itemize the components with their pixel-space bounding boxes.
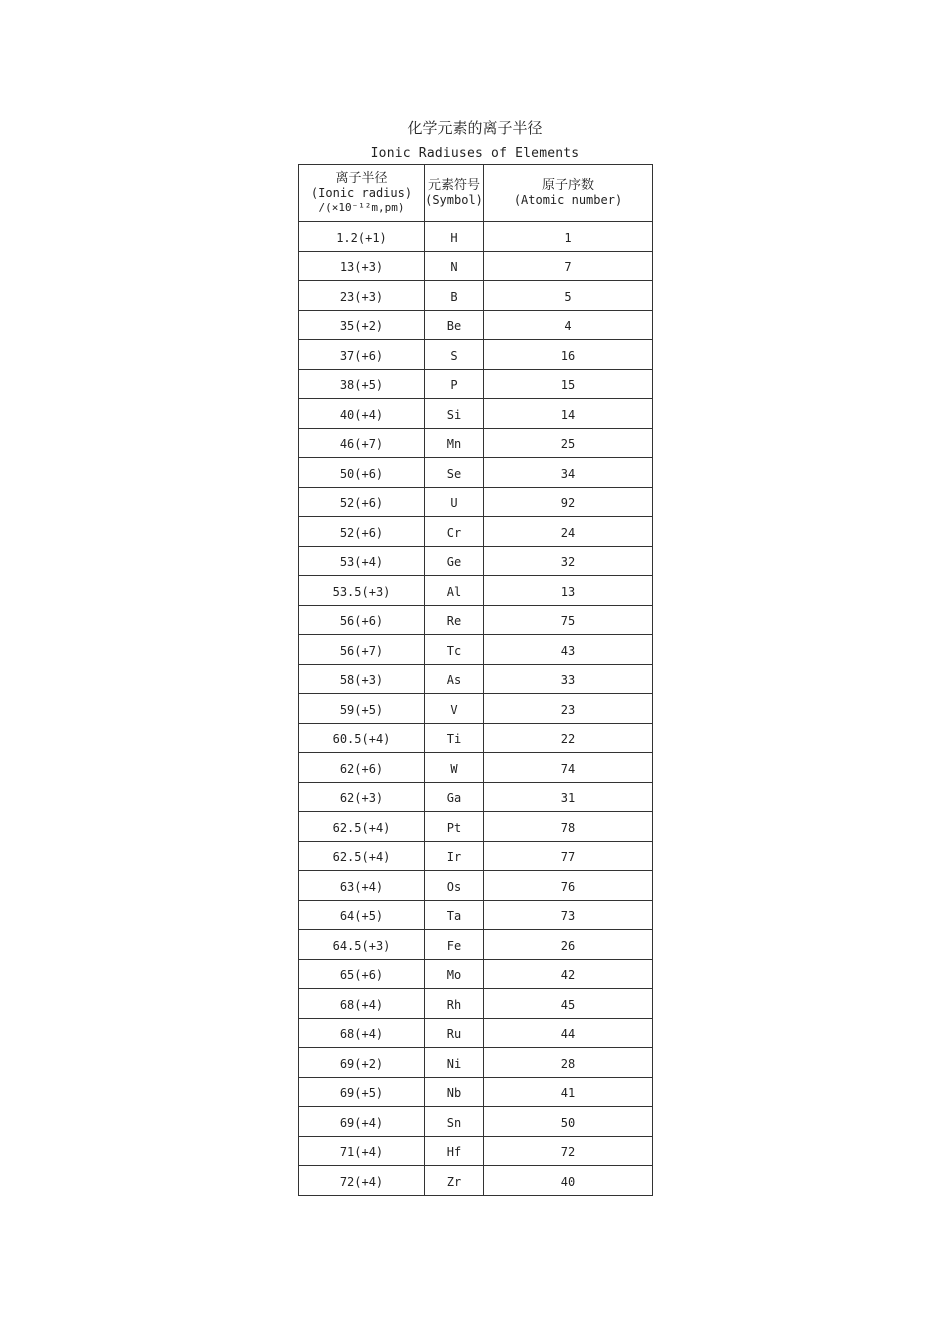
cell-atomic-number: 42 [484, 959, 653, 989]
table-row [299, 340, 653, 370]
cell-symbol: Rh [425, 989, 484, 1019]
cell-atomic-number: 43 [484, 635, 653, 665]
table-row [299, 753, 653, 783]
cell-ionic-radius: 69(+5) [299, 1077, 425, 1107]
table-body [299, 222, 653, 1196]
cell-atomic-number: 92 [484, 487, 653, 517]
cell-ionic-radius: 13(+3) [299, 251, 425, 281]
header-radius-en: (Ionic radius) [310, 186, 413, 200]
cell-ionic-radius: 53.5(+3) [299, 576, 425, 606]
cell-ionic-radius: 52(+6) [299, 517, 425, 547]
cell-atomic-number: 76 [484, 871, 653, 901]
cell-atomic-number: 22 [484, 723, 653, 753]
cell-ionic-radius: 60.5(+4) [299, 723, 425, 753]
table-row [299, 841, 653, 871]
table-row [299, 399, 653, 429]
header-symbol-en: (Symbol) [425, 193, 483, 207]
cell-atomic-number: 33 [484, 664, 653, 694]
table-row [299, 428, 653, 458]
table-row [299, 989, 653, 1019]
cell-atomic-number: 73 [484, 900, 653, 930]
cell-ionic-radius: 62(+3) [299, 782, 425, 812]
cell-ionic-radius: 64.5(+3) [299, 930, 425, 960]
table-row [299, 782, 653, 812]
cell-atomic-number: 15 [484, 369, 653, 399]
cell-ionic-radius: 68(+4) [299, 1018, 425, 1048]
cell-symbol: N [425, 251, 484, 281]
table-row [299, 694, 653, 724]
cell-symbol: W [425, 753, 484, 783]
cell-atomic-number: 78 [484, 812, 653, 842]
table-row [299, 723, 653, 753]
cell-ionic-radius: 59(+5) [299, 694, 425, 724]
table-row [299, 281, 653, 311]
cell-ionic-radius: 71(+4) [299, 1136, 425, 1166]
table-row [299, 458, 653, 488]
cell-ionic-radius: 62(+6) [299, 753, 425, 783]
header-atomic-number [484, 165, 653, 222]
cell-atomic-number: 4 [484, 310, 653, 340]
cell-symbol: Ga [425, 782, 484, 812]
cell-symbol: Ir [425, 841, 484, 871]
cell-atomic-number: 23 [484, 694, 653, 724]
table-row [299, 576, 653, 606]
cell-symbol: Si [425, 399, 484, 429]
table-header [299, 165, 653, 222]
table-row [299, 959, 653, 989]
header-number-cn: 原子序数 [541, 178, 594, 193]
cell-symbol: As [425, 664, 484, 694]
cell-ionic-radius: 62.5(+4) [299, 812, 425, 842]
cell-symbol: Pt [425, 812, 484, 842]
header-symbol [425, 165, 484, 222]
cell-atomic-number: 16 [484, 340, 653, 370]
header-radius-cn: 离子半径 [335, 171, 388, 186]
table-row [299, 222, 653, 252]
cell-ionic-radius: 56(+6) [299, 605, 425, 635]
cell-atomic-number: 25 [484, 428, 653, 458]
cell-atomic-number: 44 [484, 1018, 653, 1048]
cell-atomic-number: 77 [484, 841, 653, 871]
cell-ionic-radius: 53(+4) [299, 546, 425, 576]
cell-atomic-number: 72 [484, 1136, 653, 1166]
table-row [299, 930, 653, 960]
cell-ionic-radius: 72(+4) [299, 1166, 425, 1196]
cell-ionic-radius: 64(+5) [299, 900, 425, 930]
cell-ionic-radius: 37(+6) [299, 340, 425, 370]
cell-ionic-radius: 23(+3) [299, 281, 425, 311]
document-title-english: Ionic Radiuses of Elements [370, 146, 580, 161]
cell-ionic-radius: 62.5(+4) [299, 841, 425, 871]
cell-symbol: Cr [425, 517, 484, 547]
cell-atomic-number: 14 [484, 399, 653, 429]
cell-symbol: Zr [425, 1166, 484, 1196]
cell-symbol: Se [425, 458, 484, 488]
cell-ionic-radius: 65(+6) [299, 959, 425, 989]
cell-ionic-radius: 69(+2) [299, 1048, 425, 1078]
cell-symbol: H [425, 222, 484, 252]
cell-ionic-radius: 40(+4) [299, 399, 425, 429]
cell-ionic-radius: 35(+2) [299, 310, 425, 340]
table-row [299, 664, 653, 694]
cell-atomic-number: 28 [484, 1048, 653, 1078]
cell-symbol: V [425, 694, 484, 724]
header-radius-unit: /(×10⁻¹²m,pm) [318, 201, 405, 214]
cell-symbol: Os [425, 871, 484, 901]
cell-atomic-number: 40 [484, 1166, 653, 1196]
table-row [299, 635, 653, 665]
cell-symbol: B [425, 281, 484, 311]
cell-ionic-radius: 38(+5) [299, 369, 425, 399]
cell-symbol: Nb [425, 1077, 484, 1107]
cell-atomic-number: 13 [484, 576, 653, 606]
table-row [299, 871, 653, 901]
cell-ionic-radius: 69(+4) [299, 1107, 425, 1137]
cell-ionic-radius: 58(+3) [299, 664, 425, 694]
cell-atomic-number: 50 [484, 1107, 653, 1137]
cell-atomic-number: 31 [484, 782, 653, 812]
cell-atomic-number: 26 [484, 930, 653, 960]
cell-symbol: Re [425, 605, 484, 635]
table-row [299, 1048, 653, 1078]
table-row [299, 1018, 653, 1048]
cell-atomic-number: 5 [484, 281, 653, 311]
cell-atomic-number: 1 [484, 222, 653, 252]
cell-symbol: Ti [425, 723, 484, 753]
cell-symbol: U [425, 487, 484, 517]
cell-symbol: Be [425, 310, 484, 340]
cell-ionic-radius: 50(+6) [299, 458, 425, 488]
table-row [299, 546, 653, 576]
cell-atomic-number: 34 [484, 458, 653, 488]
cell-atomic-number: 41 [484, 1077, 653, 1107]
cell-symbol: Ta [425, 900, 484, 930]
header-ionic-radius [299, 165, 425, 222]
document-title-chinese: 化学元素的离子半径 [407, 119, 543, 137]
cell-ionic-radius: 56(+7) [299, 635, 425, 665]
table-row [299, 812, 653, 842]
ionic-radius-table [298, 164, 653, 1196]
cell-atomic-number: 45 [484, 989, 653, 1019]
header-number-en: (Atomic number) [513, 193, 623, 207]
table-row [299, 369, 653, 399]
cell-symbol: S [425, 340, 484, 370]
table-row [299, 517, 653, 547]
header-symbol-cn: 元素符号 [427, 178, 480, 193]
cell-symbol: Hf [425, 1136, 484, 1166]
cell-symbol: Sn [425, 1107, 484, 1137]
cell-ionic-radius: 68(+4) [299, 989, 425, 1019]
cell-atomic-number: 24 [484, 517, 653, 547]
table-row [299, 251, 653, 281]
table-row [299, 605, 653, 635]
header-row [299, 165, 653, 222]
cell-ionic-radius: 1.2(+1) [299, 222, 425, 252]
cell-symbol: Tc [425, 635, 484, 665]
cell-ionic-radius: 46(+7) [299, 428, 425, 458]
cell-symbol: Mo [425, 959, 484, 989]
cell-symbol: Al [425, 576, 484, 606]
cell-atomic-number: 75 [484, 605, 653, 635]
cell-symbol: P [425, 369, 484, 399]
cell-symbol: Ge [425, 546, 484, 576]
cell-symbol: Ni [425, 1048, 484, 1078]
table-row [299, 487, 653, 517]
cell-ionic-radius: 52(+6) [299, 487, 425, 517]
cell-atomic-number: 32 [484, 546, 653, 576]
table-row [299, 900, 653, 930]
cell-symbol: Mn [425, 428, 484, 458]
cell-symbol: Fe [425, 930, 484, 960]
cell-symbol: Ru [425, 1018, 484, 1048]
table-row [299, 1136, 653, 1166]
cell-atomic-number: 7 [484, 251, 653, 281]
table-row [299, 1107, 653, 1137]
table-row [299, 1077, 653, 1107]
table-row [299, 1166, 653, 1196]
cell-ionic-radius: 63(+4) [299, 871, 425, 901]
table-row [299, 310, 653, 340]
cell-atomic-number: 74 [484, 753, 653, 783]
